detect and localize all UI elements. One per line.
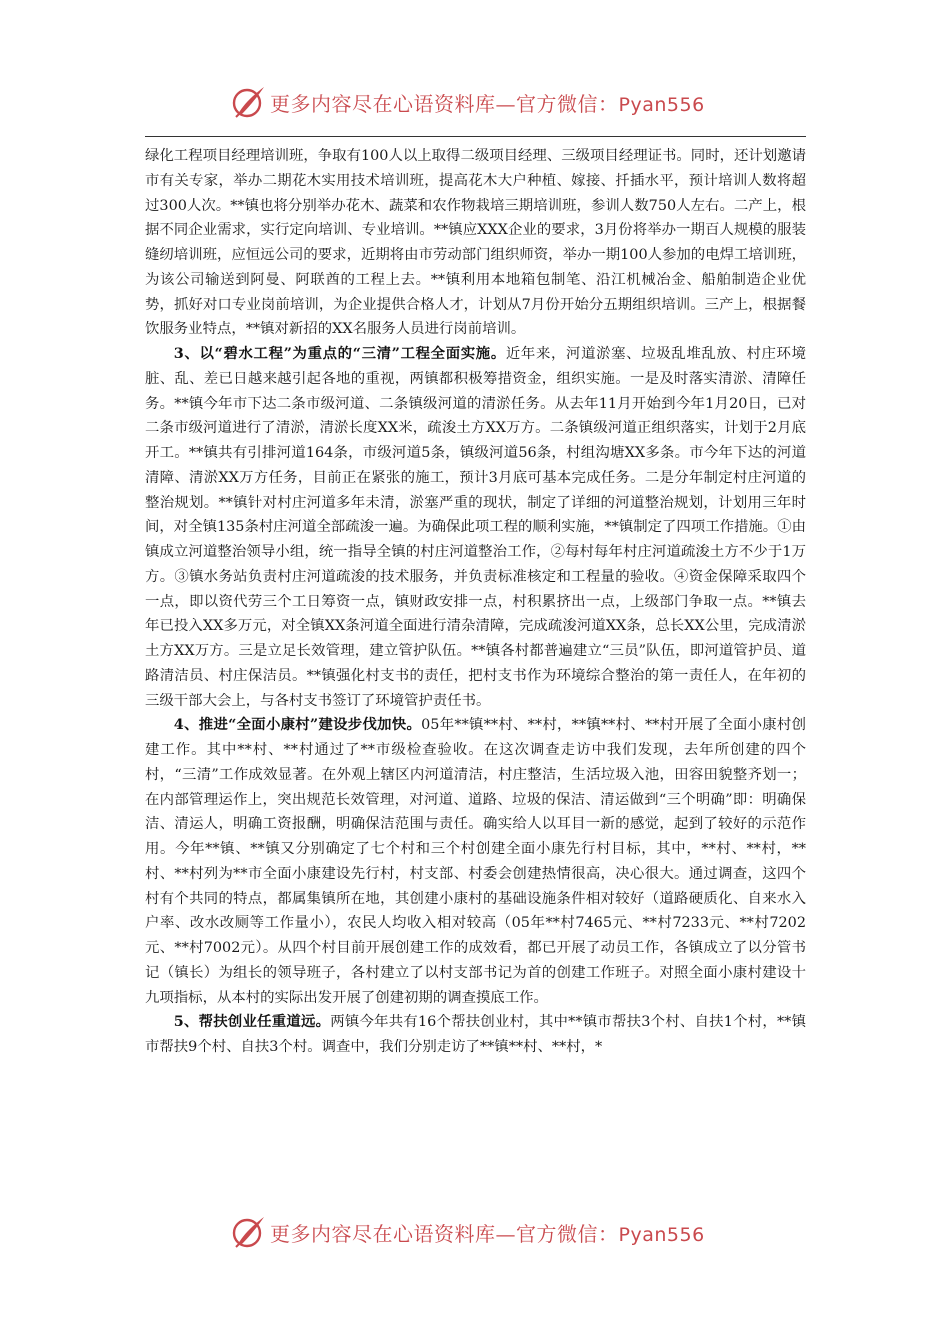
watermark-text: 更多内容尽在心语资料库—官方微信：Pyan556 [270,91,705,116]
document-body [145,144,806,1060]
section-heading-4: 4、推进“全面小康村”建设步伐加快。 [173,716,422,734]
section-heading-5: 5、帮扶创业任重道远。 [173,1013,331,1031]
header-watermark [0,80,950,124]
paragraph-2: 3、以“碧水工程”为重点的“三清”工程全面实施。近年来，河道淤塞、垃圾乱堆乱放、村庄环境脏、乱、差已日越来越引起各地的重视，两镇都积极筹措资金，组织实施。一是及时落实清淤、清障任务。**镇今年市下达二条市级河道、二条镇级河道的清淤任务。从去年11月开始到今年1月20日，已对二条市级河道进行了清淤，清淤长度XX米，疏浚土方XX万方。二条镇级河道正组织落实，计划于2月底开工。**镇共有引排河道164条，市级河道5条，镇级河道56条，村组沟塘XX多条。市今年下达的河道清障、清淤XX万方任务，目前正在紧张的施工，预计3月底可基本完成任务。二是分年制定村庄河道的整治规划。**镇针对村庄河道多年未清，淤塞严重的现状，制定了详细的河道整治规划，计划用三年时间，对全镇135条村庄河道全部疏浚一遍。为确保此项工程的顺利实施，**镇制定了四项工作措施。①由镇成立河道整治领导小组，统一指导全镇的村庄河道整治工作，②每村每年村庄河道疏浚土方不少于1万方。③镇水务站负责村庄河道疏浚的技术服务，并负责标准核定和工程量的验收。④资金保障采取四个一点，即以资代劳三个工日筹资一点，镇财政安排一点，村积累挤出一点，上级部门争取一点。**镇去年已投入XX多万元，对全镇XX条河道全面进行清杂清障，完成疏浚河道XX条，总长XX公里，完成清淤土方XX万方。三是立足长效管理，建立管护队伍。**镇各村都普遍建立“三员”队伍，即河道管护员、道路清洁员、村庄保洁员。**镇强化村支书的责任，把村支书作为环境综合整治的第一责任人，在年初的三级干部大会上，与各村支书签订了环境管护责任书。 [145,345,806,709]
paragraph-4: 5、帮扶创业任重道远。两镇今年共有16个帮扶创业村，其中**镇市帮扶3个村、自扶1个村，**镇市帮扶9个村、自扶3个村。调查中，我们分别走访了**镇**村、**村，* [145,1013,806,1055]
quill-logo-icon [228,1212,268,1252]
paragraph-3: 4、推进“全面小康村”建设步伐加快。05年**镇**村、**村，**镇**村、**村开展了全面小康村创建工作。其中**村、**村通过了**市级检查验收。在这次调查走访中我们发现，去年所创建的四个村，“三清”工作成效显著。在外观上辖区内河道清洁，村庄整洁，生活垃圾入池，田容田貌整齐划一；在内部管理运作上，突出规范长效管理，对河道、道路、垃圾的保洁、清运做到“三个明确”即：明确保洁、清运人，明确工资报酬，明确保洁范围与责任。确实给人以耳目一新的感觉，起到了较好的示范作用。今年**镇、**镇又分别确定了七个村和三个村创建全面小康先行村目标，其中，**村、**村，**村、**村列为**市全面小康建设先行村，村支部、村委会创建热情很高，决心很大。通过调查，这四个村有个共同的特点，都属集镇所在地，其创建小康村的基础设施条件相对较好（道路硬质化、自来水入户率、改水改厕等工作量小），农民人均收入相对较高（05年**村7465元、**村7233元、**村7202元、**村7002元）。从四个村目前开展创建工作的成效看，都已开展了动员工作，各镇成立了以分管书记（镇长）为组长的领导班子，各村建立了以村支部书记为首的创建工作班子。对照全面小康村建设十九项指标，从本村的实际出发开展了创建初期的调查摸底工作。 [145,716,806,1006]
section-heading-3: 3、以“碧水工程”为重点的“三清”工程全面实施。 [173,345,506,362]
footer-watermark [0,1210,950,1254]
watermark-handle: Pyan556 [618,1223,705,1246]
quill-logo-icon [228,82,268,122]
paragraph-1: 绿化工程项目经理培训班，争取有100人以上取得二级项目经理、三级项目经理证书。同时，还计划邀请市有关专家，举办二期花木实用技术培训班，提高花木大户种植、嫁接、扦插水平，预计培训人数将超过300人次。**镇也将分别举办花木、蔬菜和农作物栽培三期培训班，参训人数750人左右。二产上，根据不同企业需求，实行定向培训、专业培训。**镇应XXX企业的要求，3月份将举办一期百人规模的服装缝纫培训班，应恒远公司的要求，近期将由市劳动部门组织师资，举办一期100人参加的电焊工培训班，为该公司输送到阿曼、阿联酋的工程上去。**镇利用本地箱包制笔、沿江机械冶金、船舶制造企业优势，抓好对口专业岗前培训，为企业提供合格人才，计划从7月份开始分五期组织培训。三产上，根据餐饮服务业特点，**镇对新招的XX名服务人员进行岗前培训。 [145,148,806,338]
watermark-handle: Pyan556 [618,93,705,116]
watermark-text: 更多内容尽在心语资料库—官方微信：Pyan556 [270,1221,705,1246]
header-divider [145,136,806,137]
